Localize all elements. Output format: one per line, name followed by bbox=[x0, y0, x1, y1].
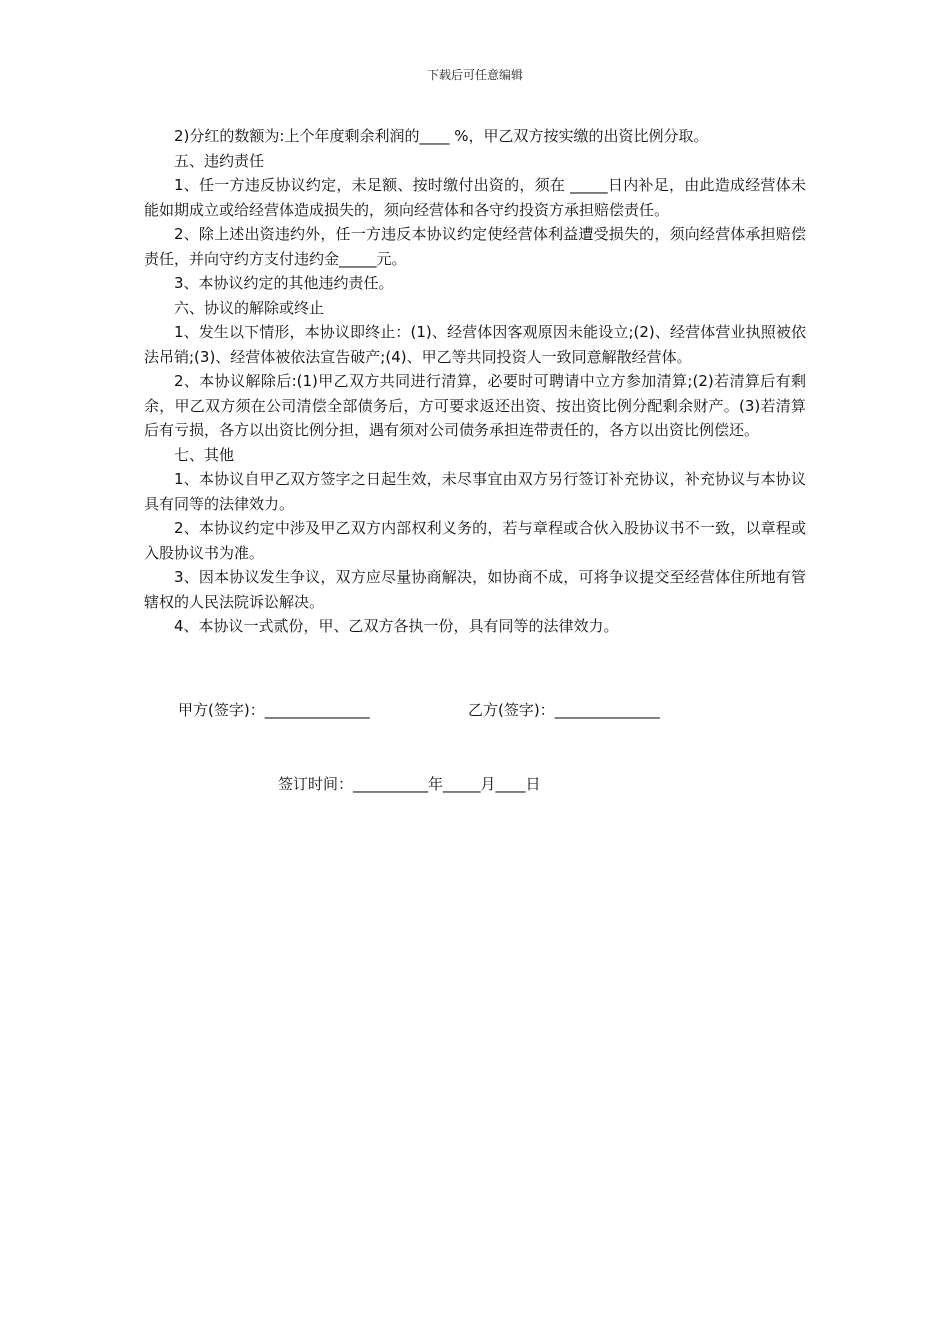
paragraph-breach-3: 3、本协议约定的其他违约责任。 bbox=[174, 274, 394, 292]
paragraph-breach-1: 1、任一方违反协议约定，未足额、按时缴付出资的，须在 _____日内补足，由此造成经营体未能如期成立或给经营体造成损失的，须向经营体和各守约投资方承担赔偿责任。 bbox=[144, 176, 806, 219]
paragraph-termination-2: 2、本协议解除后:(1)甲乙双方共同进行清算，必要时可聘请中立方参加清算;(2)若清算后有剩余，甲乙双方须在公司清偿全部债务后，方可要求返还出资、按出资比例分配剩余财产。(3)若清算后有亏损，各方以出资比例分担，遇有须对公司债务承担连带责任的，各方以出资比例偿还。 bbox=[144, 372, 806, 439]
agreement-body bbox=[144, 124, 806, 639]
paragraph-termination-1: 1、发生以下情形，本协议即终止：(1)、经营体因客观原因未能设立;(2)、经营体营业执照被依法吊销;(3)、经营体被依法宣告破产;(4)、甲乙等共同投资人一致同意解散经营体。 bbox=[144, 323, 806, 366]
paragraph-other-1: 1、本协议自甲乙双方签字之日起生效，未尽事宜由双方另行签订补充协议，补充协议与本协议具有同等的法律效力。 bbox=[144, 470, 806, 513]
paragraph-dividend-amount: 2)分红的数额为:上个年度剩余利润的____ %，甲乙双方按实缴的出资比例分取。 bbox=[174, 127, 709, 145]
page-header: 下载后可任意编辑 bbox=[426, 68, 523, 82]
section-heading-breach: 五、违约责任 bbox=[174, 151, 265, 170]
party-a-signature-line: 甲方(签字)：______________ bbox=[178, 701, 370, 719]
paragraph-other-2: 2、本协议约定中涉及甲乙双方内部权利义务的，若与章程或合伙入股协议书不一致，以章程或入股协议书为准。 bbox=[144, 519, 806, 562]
signing-date-line: 签订时间：__________年_____月____日 bbox=[278, 775, 541, 793]
party-b-signature-line: 乙方(签字)：______________ bbox=[468, 701, 660, 719]
paragraph-other-3: 3、因本协议发生争议，双方应尽量协商解决，如协商不成，可将争议提交至经营体住所地有管辖权的人民法院诉讼解决。 bbox=[144, 568, 806, 611]
paragraph-breach-2: 2、除上述出资违约外，任一方违反本协议约定使经营体利益遭受损失的，须向经营体承担赔偿责任，并向守约方支付违约金_____元。 bbox=[144, 225, 806, 268]
section-heading-other: 七、其他 bbox=[174, 445, 235, 464]
paragraph-other-4: 4、本协议一式贰份，甲、乙双方各执一份，具有同等的法律效力。 bbox=[174, 617, 619, 635]
section-heading-termination: 六、协议的解除或终止 bbox=[174, 298, 325, 317]
